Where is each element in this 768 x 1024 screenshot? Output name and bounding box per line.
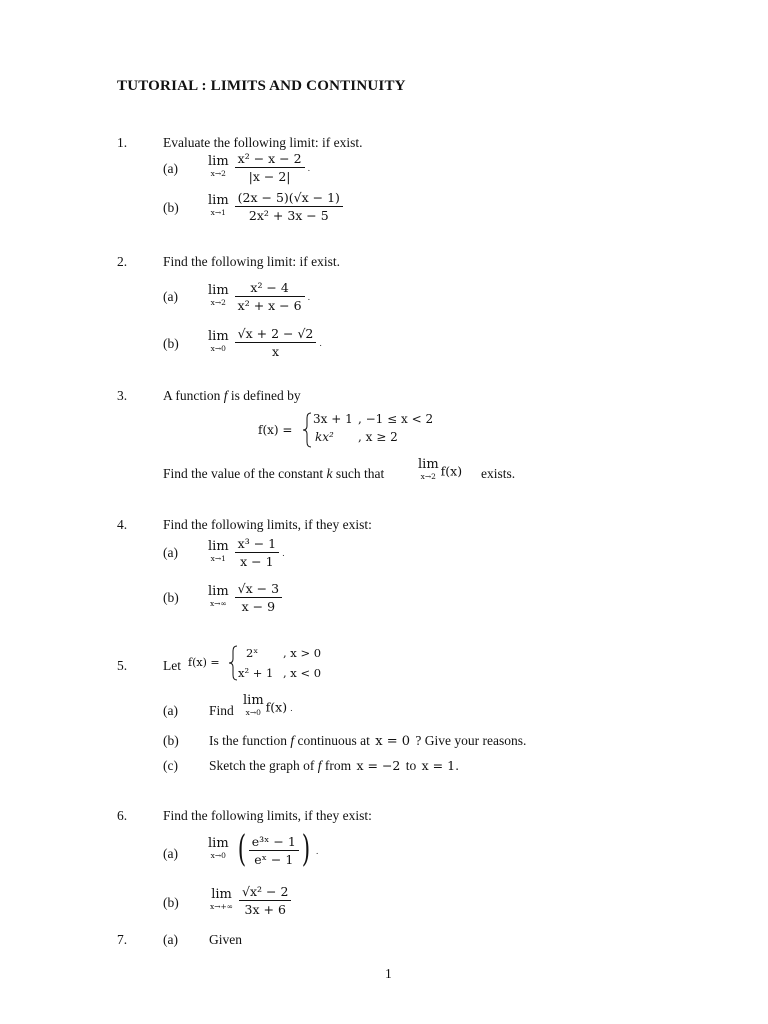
q3-text: A function f is defined by — [163, 388, 301, 403]
q4b-fraction: $\frac{√x - 3}{x - 9}$ — [235, 580, 282, 615]
q3-case1-cond: , −1 ≤ x < 2 — [358, 412, 434, 426]
q4b-expression — [208, 580, 282, 615]
q5-case2-expr: x² + 1 — [238, 666, 274, 680]
q4b-lim: lim x→∞ — [208, 583, 229, 608]
q4a-lim: lim x→1 — [208, 538, 229, 563]
q7-given: Given — [209, 932, 242, 947]
q5b-text: Is the function f continuous at x = 0 ? Give your reasons. — [209, 733, 527, 749]
q2-text: Find the following limit: if exist. — [163, 254, 340, 269]
q7a-label: (a) — [163, 932, 178, 947]
q6a-fraction: $\frac{\text{e³ˣ − 1}}{\text{eˣ − 1}}$ — [249, 833, 299, 868]
q1a-lim: lim x→2 — [208, 153, 229, 178]
q1-text: Evaluate the following limit: if exist. — [163, 135, 363, 150]
q5c-text: Sketch the graph of f from x = −2 to x = 1. — [209, 758, 460, 773]
q3-number: 3. — [117, 388, 128, 403]
q5a-find: Find — [209, 703, 234, 718]
q5-let: Let — [163, 658, 181, 673]
q3-find-text: Find the value of the constant k such that — [163, 466, 385, 481]
q4a-expression: lim x→1 $\frac{\text{x³ − 1}}{x - 1}$ . — [208, 536, 285, 569]
q4a-fraction: $\frac{\text{x³ − 1}}{x - 1}$ — [235, 535, 279, 570]
q6-text: Find the following limits, if they exist: — [163, 808, 372, 823]
q4a-label: (a) — [163, 545, 178, 560]
q2b-expression: lim x→0 $\frac{√x + 2 - √2}{x}$ . — [208, 326, 322, 359]
q3-case2-expr: kx² — [315, 430, 334, 444]
q2a-label: (a) — [163, 289, 178, 304]
q1b-label: (b) — [163, 200, 179, 215]
q1a-label: (a) — [163, 161, 178, 176]
q1b-lim: lim x→1 — [208, 192, 229, 217]
q5a-label: (a) — [163, 703, 178, 718]
q6a-label: (a) — [163, 846, 178, 861]
page-number: 1 — [385, 966, 392, 981]
q7-number: 7. — [117, 932, 128, 947]
q1-number: 1. — [117, 135, 128, 150]
q1b-fraction: $\frac{(2x - 5)(√x - 1)}{\text{2x² + 3x − 5}}$ — [235, 189, 343, 224]
q1a-fraction: $\frac{\text{x² − x − 2}}{|x - 2|}$ — [235, 150, 305, 185]
q1a-expression: lim x→2 $\frac{\text{x² − x − 2}}{|x - 2|}$ . — [208, 151, 311, 184]
page-title: TUTORIAL : LIMITS AND CONTINUITY — [117, 78, 406, 94]
q3-limit: lim x→2 f(x) — [418, 457, 463, 481]
q6a-expression: lim x→0 ( $\frac{\text{e³ˣ − 1}}{\text{eˣ − 1}}$ ) . — [208, 829, 319, 870]
q3-function-label: f(x) = — [258, 423, 293, 437]
q6b-label: (b) — [163, 895, 179, 910]
q5c-label: (c) — [163, 758, 178, 773]
q4-number: 4. — [117, 517, 128, 532]
q5-brace — [228, 645, 238, 681]
q3-case2-cond: , x ≥ 2 — [358, 430, 398, 444]
q2a-expression: lim x→2 $\frac{\text{x² − 4}}{\text{x² + x − 6}}$ . — [208, 280, 311, 313]
q5-case2-cond: , x < 0 — [283, 666, 322, 680]
q2-number: 2. — [117, 254, 128, 269]
q2b-lim: lim x→0 — [208, 328, 229, 353]
q5-number: 5. — [117, 658, 128, 673]
q6-number: 6. — [117, 808, 128, 823]
q3-exists: exists. — [481, 466, 516, 481]
q1b-expression — [208, 189, 343, 224]
q4b-label: (b) — [163, 590, 179, 605]
q2b-fraction: $\frac{√x + 2 - √2}{x}$ — [235, 325, 317, 360]
q6b-expression — [210, 883, 291, 918]
q5-case1-cond: , x > 0 — [283, 646, 322, 660]
q6a-lim: lim x→0 — [208, 836, 229, 860]
q5-function-label: f(x) = — [188, 656, 220, 669]
q5a-limit: lim x→0 f(x) . — [243, 693, 293, 717]
q6b-fraction: $\frac{\text{√x² − 2}}{3x + 6}$ — [239, 883, 291, 918]
q3-case1-expr: 3x + 1 — [313, 412, 353, 426]
q4-text: Find the following limits, if they exist: — [163, 517, 372, 532]
q6b-lim: lim x→+∞ — [210, 886, 234, 911]
q5-case1-expr: 2ˣ — [246, 646, 259, 660]
q2a-lim: lim x→2 — [208, 282, 229, 307]
q2a-fraction: $\frac{\text{x² − 4}}{\text{x² + x − 6}}$ — [235, 279, 305, 314]
q2b-label: (b) — [163, 336, 179, 351]
q3-brace — [302, 412, 312, 448]
q5b-label: (b) — [163, 733, 179, 748]
